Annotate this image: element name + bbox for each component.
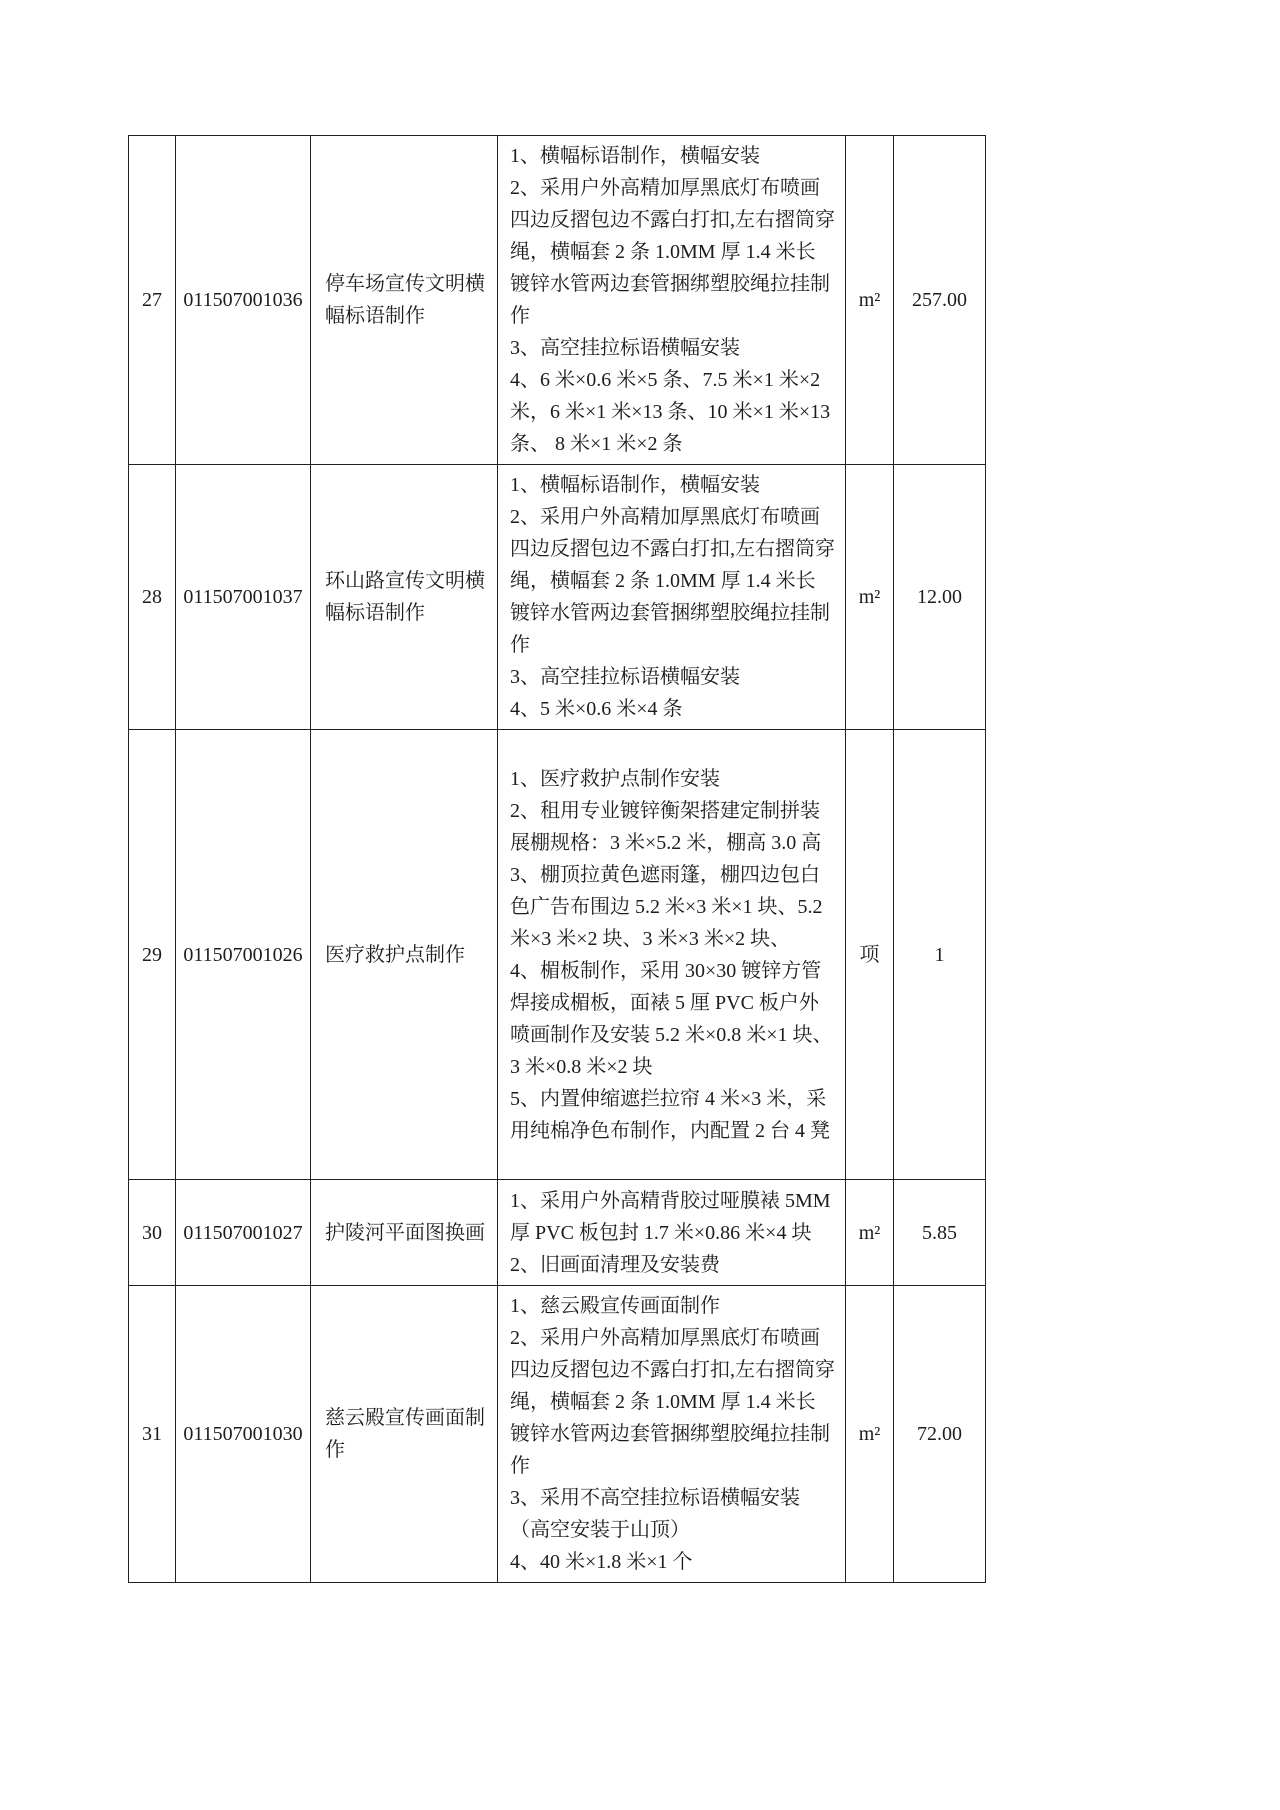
spec-line: 2、租用专业镀锌衡架搭建定制拼装展棚规格：3 米×5.2 米，棚高 3.0 高 [510, 799, 822, 854]
quantity-cell: 5.85 [894, 1180, 986, 1286]
table-row [129, 1286, 986, 1583]
table-row [129, 730, 986, 1180]
item-desc-cell [498, 1180, 846, 1286]
row-number-cell: 27 [129, 136, 176, 465]
spec-line: 5、内置伸缩遮拦拉帘 4 米×3 米，采用纯棉净色布制作，内配置 2 台 4 凳 [510, 1087, 830, 1142]
spec-line: 3、棚顶拉黄色遮雨篷，棚四边包白色广告布围边 5.2 米×3 米×1 块、5.2 米×3 米×2 块、3 米×3 米×2 块、 [510, 863, 823, 950]
spec-line: 4、5 米×0.6 米×4 条 [510, 698, 683, 720]
unit-cell: m² [846, 1180, 894, 1286]
item-name-cell: 停车场宣传文明横幅标语制作 [311, 136, 498, 465]
item-code-cell: 011507001026 [176, 730, 311, 1180]
spec-line: 2、旧画面清理及安装费 [510, 1253, 720, 1276]
quantity-cell: 12.00 [894, 465, 986, 730]
table-row [129, 465, 986, 730]
spec-line: 4、楣板制作，采用 30×30 镀锌方管焊接成楣板，面裱 5 厘 PVC 板户外喷画制作及安装 5.2 米×0.8 米×1 块、3 米×0.8 米×2 块 [510, 959, 833, 1078]
row-number-cell: 29 [129, 730, 176, 1180]
spec-line: 3、高空挂拉标语横幅安装 [510, 337, 740, 359]
bill-of-quantities-table [128, 135, 986, 1583]
unit-cell: m² [846, 465, 894, 730]
spec-line: 1、医疗救护点制作安装 [510, 767, 720, 790]
items-table-body [129, 136, 986, 1583]
spec-line: 3、采用不高空挂拉标语横幅安装（高空安装于山顶） [510, 1487, 800, 1541]
item-code-cell: 011507001037 [176, 465, 311, 730]
item-desc-cell [498, 136, 846, 465]
spec-line: 3、高空挂拉标语横幅安装 [510, 666, 740, 688]
item-name-cell: 慈云殿宣传画面制作 [311, 1286, 498, 1583]
unit-cell: m² [846, 1286, 894, 1583]
row-number-cell: 31 [129, 1286, 176, 1583]
item-code-cell: 011507001036 [176, 136, 311, 465]
quantity-cell: 1 [894, 730, 986, 1180]
unit-cell: 项 [846, 730, 894, 1180]
item-desc-cell [498, 730, 846, 1180]
item-name-cell: 护陵河平面图换画 [311, 1180, 498, 1286]
spec-line: 2、采用户外高精加厚黑底灯布喷画四边反摺包边不露白打扣,左右摺筒穿绳，横幅套 2 条 1.0MM 厚 1.4 米长镀锌水管两边套管捆绑塑胶绳拉挂制作 [510, 177, 835, 327]
spec-line: 4、40 米×1.8 米×1 个 [510, 1551, 693, 1573]
item-name-cell: 医疗救护点制作 [311, 730, 498, 1180]
table-row [129, 1180, 986, 1286]
table-row [129, 136, 986, 465]
item-desc-cell [498, 1286, 846, 1583]
spec-line: 4、6 米×0.6 米×5 条、7.5 米×1 米×2 米，6 米×1 米×13 条、10 米×1 米×13 条、 8 米×1 米×2 条 [510, 369, 831, 455]
unit-cell: m² [846, 136, 894, 465]
item-desc-cell [498, 465, 846, 730]
spec-line: 1、横幅标语制作，横幅安装 [510, 474, 760, 496]
spec-line: 1、采用户外高精背胶过哑膜裱 5MM 厚 PVC 板包封 1.7 米×0.86 米×4 块 [510, 1189, 831, 1244]
quantity-cell: 72.00 [894, 1286, 986, 1583]
row-number-cell: 30 [129, 1180, 176, 1286]
spec-line: 1、慈云殿宣传画面制作 [510, 1295, 720, 1317]
item-name-cell: 环山路宣传文明横幅标语制作 [311, 465, 498, 730]
spec-line: 2、采用户外高精加厚黑底灯布喷画四边反摺包边不露白打扣,左右摺筒穿绳，横幅套 2 条 1.0MM 厚 1.4 米长镀锌水管两边套管捆绑塑胶绳拉挂制作 [510, 506, 835, 656]
document-page [128, 135, 985, 1583]
quantity-cell: 257.00 [894, 136, 986, 465]
row-number-cell: 28 [129, 465, 176, 730]
spec-line: 1、横幅标语制作，横幅安装 [510, 145, 760, 167]
item-code-cell: 011507001027 [176, 1180, 311, 1286]
item-code-cell: 011507001030 [176, 1286, 311, 1583]
spec-line: 2、采用户外高精加厚黑底灯布喷画四边反摺包边不露白打扣,左右摺筒穿绳，横幅套 2 条 1.0MM 厚 1.4 米长镀锌水管两边套管捆绑塑胶绳拉挂制作 [510, 1327, 835, 1477]
